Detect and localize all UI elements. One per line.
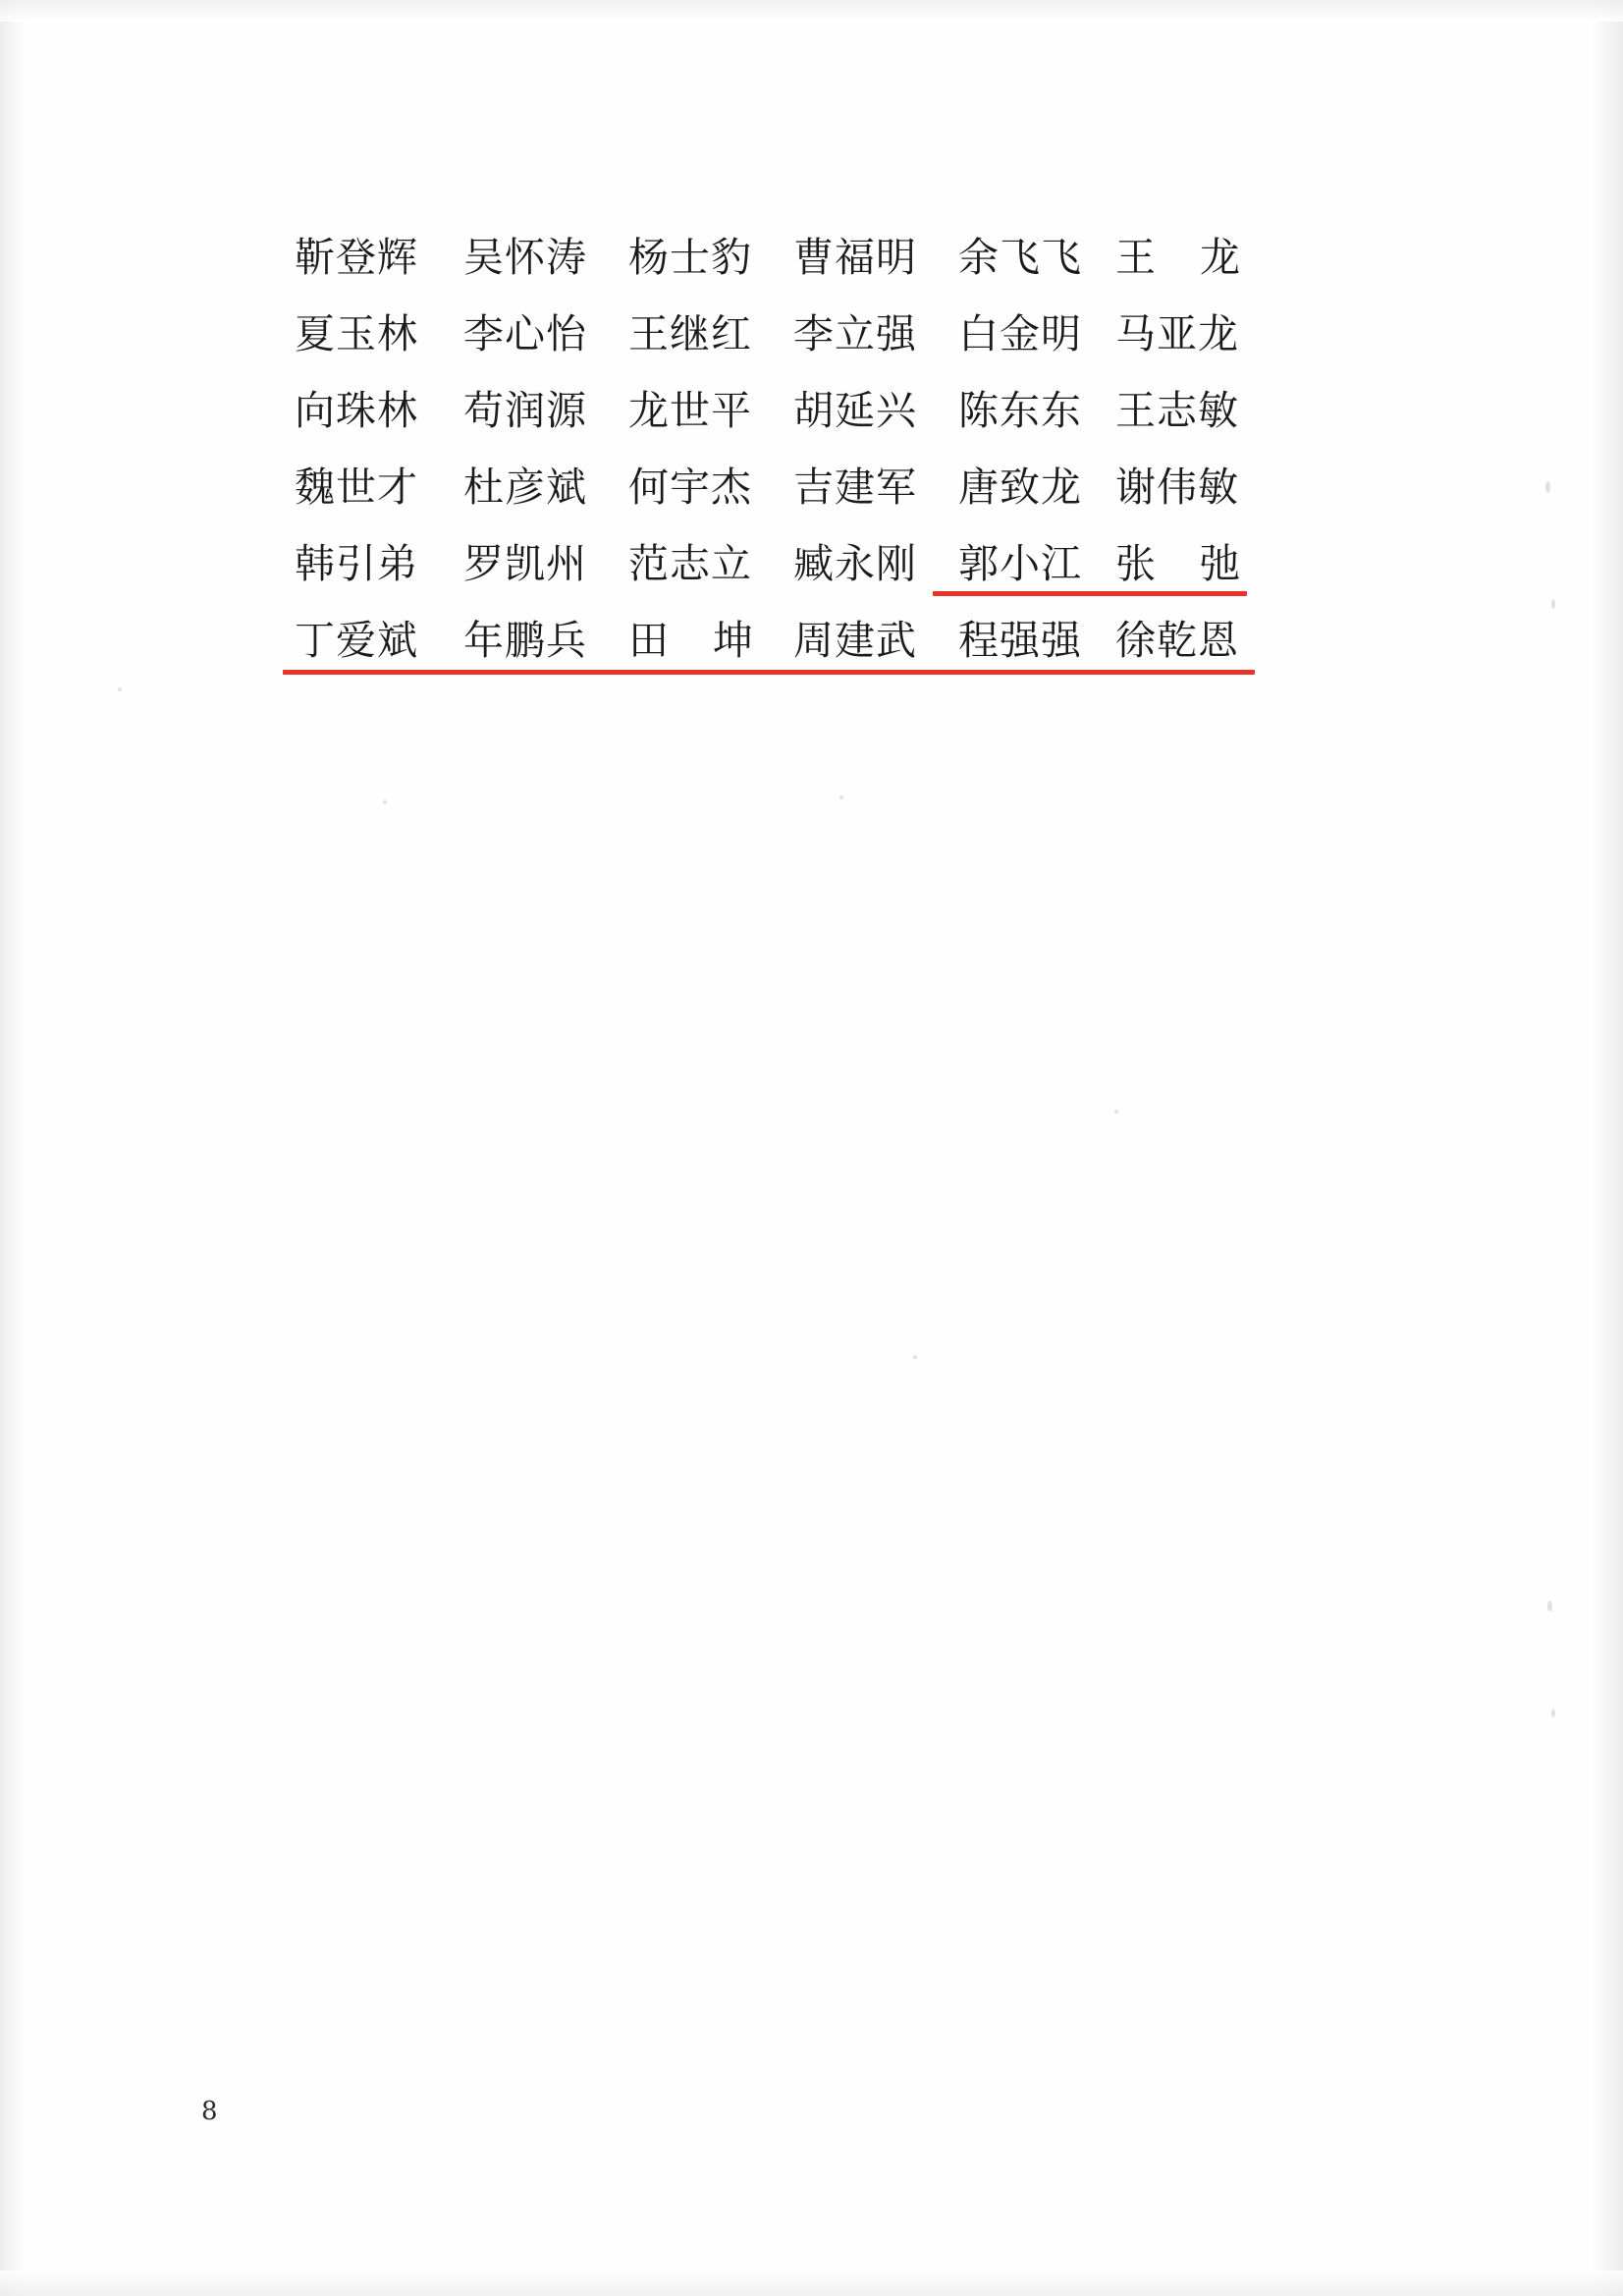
name-cell: 郭小江	[958, 540, 1082, 587]
scan-speck	[913, 1355, 917, 1359]
scan-speck	[1551, 599, 1555, 609]
name-cell: 白金明	[958, 310, 1082, 357]
name-cell: 余飞飞	[958, 234, 1082, 281]
scan-speck	[1547, 1601, 1552, 1612]
scan-edge-top	[0, 0, 1623, 22]
name-cell: 夏玉林	[295, 310, 418, 357]
name-cell: 陈东东	[958, 387, 1082, 434]
name-cell: 王继红	[628, 310, 752, 357]
name-cell: 臧永刚	[793, 540, 917, 587]
name-cell: 马亚龙	[1115, 310, 1239, 357]
scan-edge-left	[0, 0, 26, 2296]
name-cell: 谢伟敏	[1115, 464, 1239, 511]
name-cell: 徐乾恩	[1115, 617, 1239, 664]
name-list	[295, 201, 1276, 664]
name-cell: 范志立	[628, 540, 752, 587]
name-cell: 韩引弟	[295, 540, 418, 587]
name-cell: 李立强	[793, 310, 917, 357]
name-cell: 周建武	[793, 617, 917, 664]
name-cell: 吴怀涛	[463, 234, 587, 281]
name-cell: 杨士豹	[628, 234, 752, 281]
name-cell: 苟润源	[463, 387, 587, 434]
name-cell: 向珠林	[295, 387, 418, 434]
name-row	[295, 355, 1276, 434]
scan-speck	[1114, 1110, 1118, 1114]
scan-edge-right	[1590, 0, 1623, 2296]
name-cell: 龙世平	[628, 387, 752, 434]
scan-edge-bottom	[0, 2270, 1623, 2296]
page-number: 8	[201, 2097, 218, 2126]
name-cell: 田 坤	[628, 617, 754, 664]
name-cell: 杜彦斌	[463, 464, 587, 511]
name-cell: 唐致龙	[958, 464, 1082, 511]
name-cell: 张 弛	[1115, 540, 1241, 587]
name-cell: 王志敏	[1115, 387, 1239, 434]
name-cell: 靳登辉	[295, 234, 418, 281]
scan-speck	[383, 800, 387, 804]
name-cell: 年鹏兵	[463, 617, 587, 664]
name-cell: 李心怡	[463, 310, 587, 357]
scan-speck	[1545, 481, 1550, 493]
name-cell: 魏世才	[295, 464, 418, 511]
scan-speck	[1551, 1709, 1555, 1718]
name-row	[295, 278, 1276, 355]
name-row	[295, 431, 1276, 511]
name-cell: 程强强	[958, 617, 1082, 664]
name-cell: 吉建军	[793, 464, 917, 511]
name-row	[295, 508, 1276, 587]
name-cell: 罗凯州	[463, 540, 587, 587]
name-row	[295, 584, 1276, 664]
name-row	[295, 201, 1276, 281]
name-cell: 王 龙	[1115, 234, 1241, 281]
name-cell: 曹福明	[793, 234, 917, 281]
scan-speck	[118, 687, 122, 691]
name-cell: 丁爱斌	[295, 617, 418, 664]
name-cell: 胡延兴	[793, 387, 917, 434]
red-underline-mark	[283, 670, 1255, 675]
name-cell: 何宇杰	[628, 464, 752, 511]
scan-speck	[839, 795, 843, 799]
